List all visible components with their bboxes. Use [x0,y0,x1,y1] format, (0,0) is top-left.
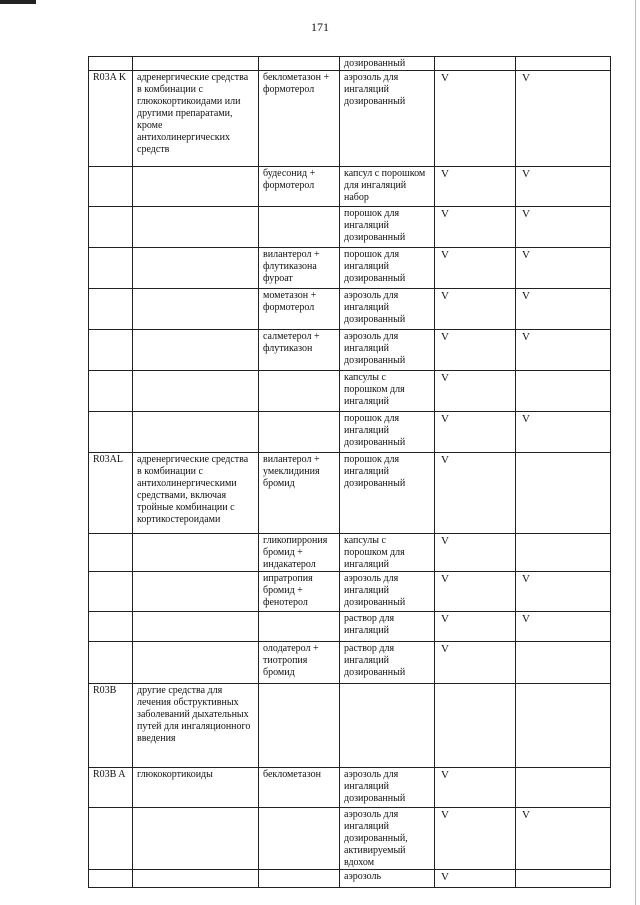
substance-cell: олодатерол + тиотропия бромид [259,642,340,684]
substance-cell: вилантерол + умеклидиния бромид [259,453,340,534]
mark-cell-1: V [435,642,516,684]
dosage-form-cell: капсулы с порошком для ингаляций [340,534,435,572]
mark-cell-1: V [435,71,516,167]
mark-cell-1: V [435,870,516,888]
group-name-cell [133,808,259,870]
dosage-form-cell: аэрозоль для ингаляций дозированный [340,572,435,612]
mark-cell-2 [516,57,611,71]
mark-cell-1: V [435,371,516,412]
mark-cell-2: V [516,207,611,248]
dosage-form-cell: капсулы с порошком для ингаляций [340,371,435,412]
group-name-cell [133,207,259,248]
table-row [89,412,611,453]
group-name-cell: глюкокортикоиды [133,768,259,808]
group-name-cell [133,289,259,330]
mark-cell-2: V [516,808,611,870]
group-name-cell [133,167,259,207]
atc-code-cell: R03A K [89,71,133,167]
group-name-cell: адренергические средства в комбинации с глюкокортикоидами или другими препаратами, кроме антихолинергических средств [133,71,259,167]
substance-cell: салметерол + флутиказон [259,330,340,371]
dosage-form-cell: раствор для ингаляций [340,612,435,642]
mark-cell-1 [435,57,516,71]
table-row [89,534,611,572]
mark-cell-1: V [435,412,516,453]
table-row [89,768,611,808]
mark-cell-1: V [435,768,516,808]
group-name-cell [133,572,259,612]
group-name-cell [133,534,259,572]
mark-cell-1: V [435,167,516,207]
table-row [89,71,611,167]
mark-cell-2 [516,534,611,572]
atc-code-cell: R03AL [89,453,133,534]
substance-cell [259,412,340,453]
mark-cell-1: V [435,453,516,534]
group-name-cell [133,57,259,71]
atc-code-cell [89,248,133,289]
mark-cell-2: V [516,612,611,642]
group-name-cell [133,330,259,371]
scan-edge-line [635,0,636,905]
substance-cell [259,808,340,870]
substance-cell: вилантерол + флутиказона фуроат [259,248,340,289]
table-row [89,453,611,534]
atc-code-cell [89,642,133,684]
dosage-form-cell: аэрозоль для ингаляций дозированный [340,289,435,330]
dosage-form-cell: аэрозоль для ингаляций дозированный [340,71,435,167]
dosage-form-cell: порошок для ингаляций дозированный [340,412,435,453]
group-name-cell [133,412,259,453]
table-row [89,167,611,207]
atc-code-cell [89,870,133,888]
dosage-form-cell: порошок для ингаляций дозированный [340,248,435,289]
drug-table-body [89,57,611,888]
mark-cell-2: V [516,572,611,612]
table-row [89,612,611,642]
substance-cell [259,612,340,642]
atc-code-cell [89,572,133,612]
mark-cell-2 [516,371,611,412]
atc-code-cell [89,289,133,330]
mark-cell-1: V [435,534,516,572]
table-row [89,248,611,289]
mark-cell-1: V [435,248,516,289]
atc-code-cell [89,57,133,71]
mark-cell-1: V [435,612,516,642]
group-name-cell [133,248,259,289]
table-row [89,572,611,612]
group-name-cell: другие средства для лечения обструктивных заболеваний дыхательных путей для ингаляционного введения [133,684,259,768]
atc-code-cell [89,207,133,248]
dosage-form-cell [340,684,435,768]
atc-code-cell: R03B A [89,768,133,808]
table-row [89,870,611,888]
scan-corner-mark [0,0,36,4]
substance-cell: беклометазон [259,768,340,808]
dosage-form-cell: порошок для ингаляций дозированный [340,453,435,534]
table-row [89,808,611,870]
atc-code-cell [89,330,133,371]
dosage-form-cell: аэрозоль для ингаляций дозированный [340,768,435,808]
mark-cell-1: V [435,808,516,870]
atc-code-cell [89,612,133,642]
substance-cell: гликопиррония бромид + индакатерол [259,534,340,572]
substance-cell: ипратропия бромид + фенотерол [259,572,340,612]
table-row [89,207,611,248]
table-row [89,371,611,412]
mark-cell-2: V [516,248,611,289]
dosage-form-cell: аэрозоль для ингаляций дозированный [340,330,435,371]
atc-code-cell: R03B [89,684,133,768]
atc-code-cell [89,808,133,870]
mark-cell-2 [516,768,611,808]
substance-cell: мометазон + формотерол [259,289,340,330]
substance-cell: беклометазон + формотерол [259,71,340,167]
mark-cell-2 [516,453,611,534]
dosage-form-cell: раствор для ингаляций дозированный [340,642,435,684]
mark-cell-2 [516,642,611,684]
substance-cell [259,371,340,412]
mark-cell-2: V [516,330,611,371]
dosage-form-cell: дозированный [340,57,435,71]
atc-code-cell [89,167,133,207]
mark-cell-1: V [435,289,516,330]
mark-cell-1: V [435,330,516,371]
group-name-cell: адренергические средства в комбинации с антихолинергическими средствами, включая тройные комбинации с кортикостероидами [133,453,259,534]
dosage-form-cell: аэрозоль для ингаляций дозированный, активируемый вдохом [340,808,435,870]
dosage-form-cell: порошок для ингаляций дозированный [340,207,435,248]
mark-cell-2: V [516,289,611,330]
group-name-cell [133,612,259,642]
mark-cell-1: V [435,207,516,248]
mark-cell-2: V [516,412,611,453]
group-name-cell [133,371,259,412]
mark-cell-1 [435,684,516,768]
mark-cell-2 [516,870,611,888]
substance-cell [259,207,340,248]
page-number: 171 [311,20,329,34]
atc-code-cell [89,534,133,572]
table-row [89,289,611,330]
mark-cell-2 [516,684,611,768]
atc-code-cell [89,412,133,453]
mark-cell-2: V [516,71,611,167]
table-row [89,684,611,768]
group-name-cell [133,870,259,888]
table-row [89,330,611,371]
table-row [89,642,611,684]
table-row [89,57,611,71]
substance-cell [259,57,340,71]
substance-cell [259,684,340,768]
substance-cell: будесонид + формотерол [259,167,340,207]
group-name-cell [133,642,259,684]
dosage-form-cell: аэрозоль [340,870,435,888]
drug-table [88,56,611,888]
atc-code-cell [89,371,133,412]
mark-cell-2: V [516,167,611,207]
mark-cell-1: V [435,572,516,612]
dosage-form-cell: капсул с порошком для ингаляций набор [340,167,435,207]
substance-cell [259,870,340,888]
